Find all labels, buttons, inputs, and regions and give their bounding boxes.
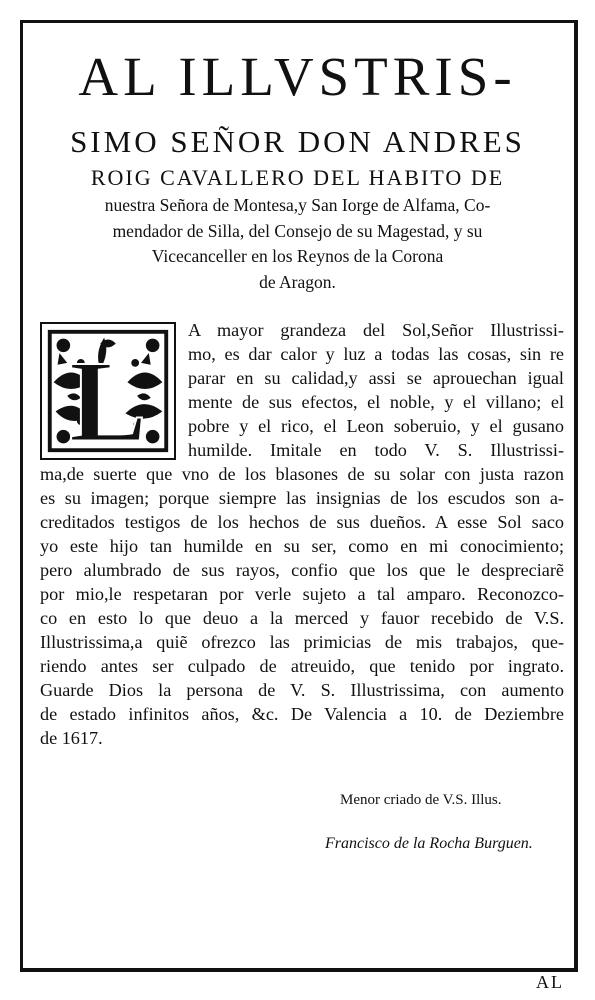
body-line: por mio,le respetaran por verle sujeto a tal amparo. Reconozco-	[40, 584, 564, 604]
catchword: AL	[536, 972, 564, 992]
title-line-1: AL ILLVSTRIS-	[78, 46, 517, 107]
title-line-3: ROIG CAVALLERO DEL HABITO DE	[90, 165, 505, 190]
body-line: humilde. Imitale en todo V. S. Illustrissi-	[188, 440, 564, 460]
subtitle-line: mendador de Silla, del Consejo de su Magestad, y su	[112, 220, 483, 241]
body-line: mo, es dar calor y luz a todas las cosas, sin re	[188, 344, 564, 364]
closing-salutation: Menor criado de V.S. Illus.	[340, 792, 502, 808]
dedication-subtitle	[0, 193, 595, 295]
subtitle-line: nuestra Señora de Montesa,y San Iorge de Alfama, Co-	[104, 195, 491, 215]
body-line: parar en su calidad,y assi se aprouechan igual	[188, 368, 564, 388]
body-line: de 1617.	[40, 728, 103, 748]
body-line: de estado infinitos años, &c. De Valencia a 10. de Deziembre	[40, 704, 564, 724]
subtitle-line: de Aragon.	[259, 271, 336, 292]
body-line: yo este hijo tan humilde en su ser, como en mi conocimiento;	[40, 536, 564, 556]
body-line: A mayor grandeza del Sol,Señor Illustrissi-	[188, 320, 564, 340]
author-signature: Francisco de la Rocha Burguen.	[325, 835, 533, 852]
body-line: es su imagen; porque siempre las insignias de los escudos son a-	[40, 488, 564, 508]
body-line: riendo antes ser culpado de atreuido, que tenido por ingrato.	[40, 656, 564, 676]
initial-glyph: L	[69, 337, 147, 458]
decorated-initial-letter	[40, 322, 176, 460]
title-line-2: SIMO SEÑOR DON ANDRES	[70, 124, 525, 159]
body-line: Illustrissima,a quiẽ ofrezco las primicias de mis trabajos, que-	[40, 632, 564, 652]
body-line: pero alumbrado de sus rayos, confio que los que le despreciarẽ	[40, 560, 564, 580]
subtitle-line: Vicecanceller en los Reynos de la Corona	[151, 246, 444, 266]
ornament-initial-icon	[42, 324, 174, 458]
body-line: Guarde Dios la persona de V. S. Illustrissima, con aumento	[40, 680, 564, 700]
body-line: ma,de suerte que vno de los blasones de su solar con justa razon	[40, 464, 564, 484]
body-line: creditados testigos de los hechos de sus dueños. A esse Sol saco	[40, 512, 564, 532]
body-line: mente de sus efectos, el noble, y el villano; el	[188, 392, 564, 412]
body-line: pobre y el rico, el Leon soberuio, y el gusano	[188, 416, 564, 436]
body-line: co en esto lo que deuo a la merced y fauor recebido de V.S.	[40, 608, 564, 628]
